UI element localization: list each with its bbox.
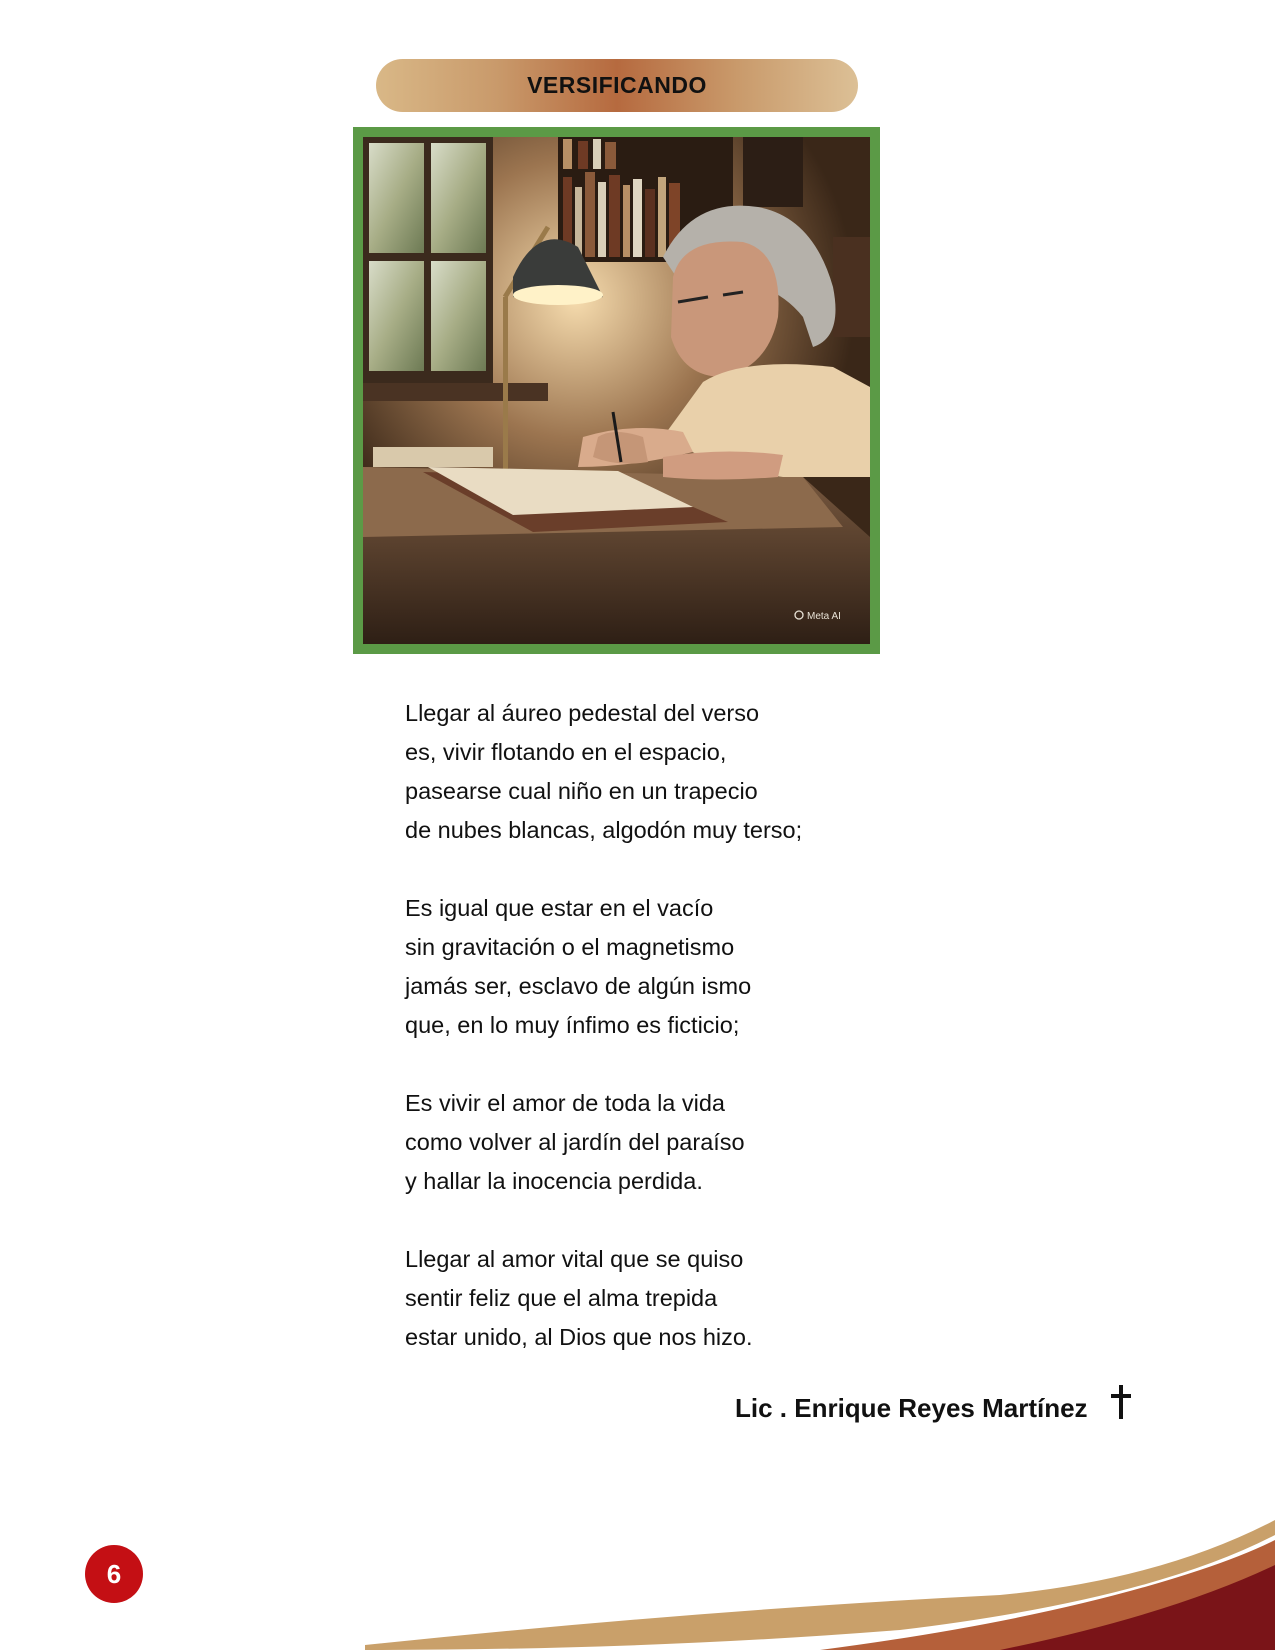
cross-icon — [1110, 1385, 1132, 1419]
poem-line: que, en lo muy ínfimo es ficticio; — [405, 1012, 740, 1038]
stanza-4 — [405, 1240, 925, 1357]
poem-line: jamás ser, esclavo de algún ismo — [405, 973, 752, 999]
page-number: 6 — [106, 1558, 122, 1589]
section-title-banner — [376, 59, 858, 112]
poem-illustration — [353, 127, 880, 654]
poem-line: Llegar al amor vital que se quiso — [405, 1246, 744, 1272]
author-signature: Lic . Enrique Reyes Martínez — [735, 1393, 1088, 1423]
poem-line: Es igual que estar en el vacío — [405, 895, 714, 921]
poem-line: estar unido, al Dios que nos hizo. — [405, 1324, 753, 1350]
stanza-1 — [405, 694, 925, 850]
poem-line: pasearse cual niño en un trapecio — [405, 778, 758, 804]
elderly-man-writing-illustration-icon — [363, 137, 870, 644]
page-number-badge — [85, 1545, 143, 1603]
poem-line: sin gravitación o el magnetismo — [405, 934, 735, 960]
stanza-2 — [405, 889, 925, 1045]
watermark-text: Meta AI — [807, 611, 841, 622]
footer-swoosh-decoration — [0, 1500, 1275, 1650]
poem-line: es, vivir flotando en el espacio, — [405, 739, 727, 765]
section-title: VERSIFICANDO — [527, 72, 707, 98]
stanza-3 — [405, 1084, 925, 1201]
poem — [405, 694, 925, 1396]
poem-line: Es vivir el amor de toda la vida — [405, 1090, 726, 1116]
poem-line: sentir feliz que el alma trepida — [405, 1285, 718, 1311]
poem-line: como volver al jardín del paraíso — [405, 1129, 745, 1155]
poem-line: de nubes blancas, algodón muy terso; — [405, 817, 803, 843]
poem-line: y hallar la inocencia perdida. — [405, 1168, 703, 1194]
poem-line: Llegar al áureo pedestal del verso — [405, 700, 760, 726]
